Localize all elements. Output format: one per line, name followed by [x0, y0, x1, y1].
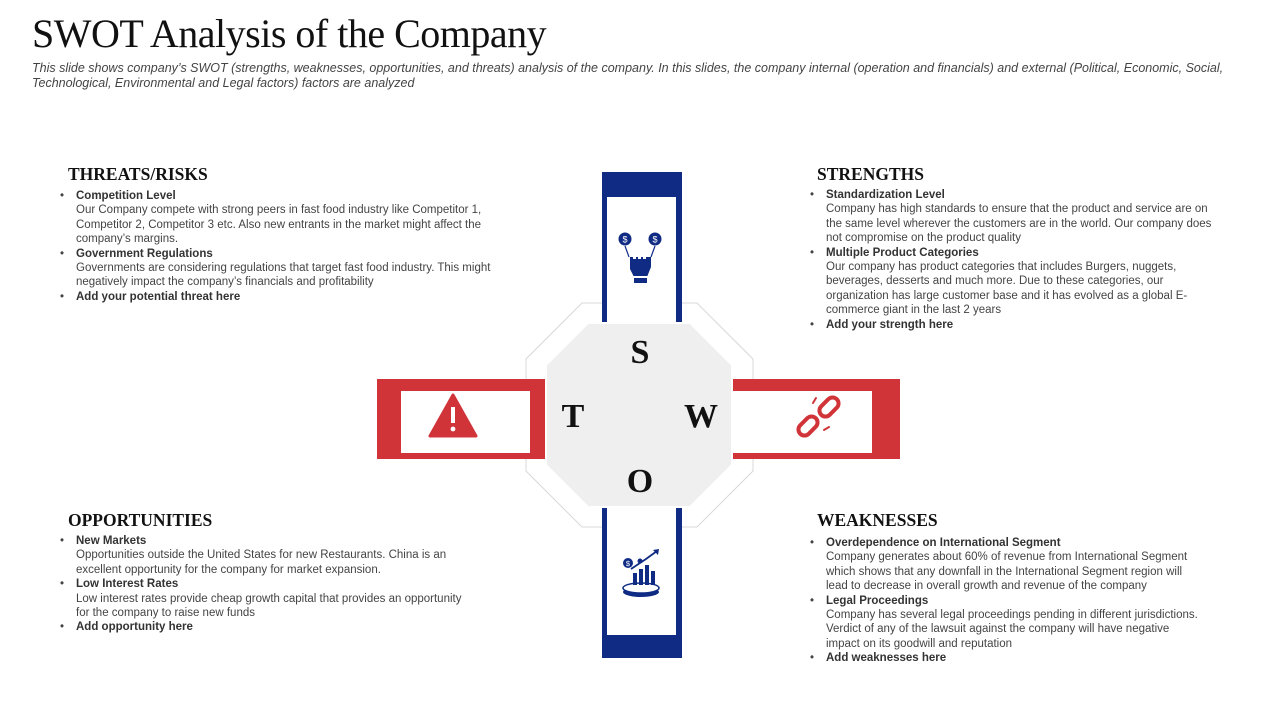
- page-title: SWOT Analysis of the Company: [32, 11, 547, 56]
- item-text: Governments are considering regulations that target fast food industry. This might negatively impact the company’s financials and profitability: [76, 262, 491, 289]
- item-head: Competition Level: [76, 190, 176, 202]
- svg-text:$: $: [622, 234, 628, 245]
- letter-o: O: [626, 463, 654, 500]
- right-panel: [728, 391, 872, 453]
- item-head: Legal Proceedings: [826, 594, 929, 607]
- item-head: Multiple Product Categories: [826, 246, 979, 259]
- item-head: Government Regulations: [76, 247, 213, 260]
- item-head: Add opportunity here: [76, 621, 193, 634]
- svg-text:$: $: [652, 234, 658, 245]
- letter-t: T: [561, 398, 585, 435]
- item-head: Add your strength here: [826, 318, 954, 331]
- item-head: Add weaknesses here: [826, 652, 947, 665]
- strengths-heading: STRENGTHS: [817, 164, 924, 184]
- item-head: Standardization Level: [826, 189, 945, 201]
- letter-w: W: [684, 398, 718, 435]
- letter-s: S: [630, 334, 650, 371]
- item-text: Company has several legal proceedings pending in different jurisdictions. Verdict of any of the lawsuit against the company will have negative impact on its goodwill and reputation: [826, 609, 1198, 650]
- svg-text:$: $: [625, 559, 631, 568]
- item-text: Our company has product categories that includes Burgers, nuggets, beverages, desserts and much more. Due to these categories, our organization has large customer base and it has evolved as a global E-commerce giant in the last 2 years: [826, 261, 1188, 317]
- swot-diagram: [370, 165, 910, 665]
- item-text: Low interest rates provide cheap growth capital that provides an opportunity for the company to raise new funds: [76, 592, 462, 620]
- opportunities-heading: OPPORTUNITIES: [68, 510, 213, 530]
- item-text: Company generates about 60% of revenue from International Segment which shows that any downfall in the International Segment region will lead to decrease in overall growth and revenue of the company: [826, 551, 1188, 593]
- item-head: New Markets: [76, 535, 147, 547]
- weaknesses-heading: WEAKNESSES: [817, 510, 938, 530]
- item-text: Opportunities outside the United States for new Restaurants. China is an excellent opportunity for the company for market expansion.: [76, 549, 447, 576]
- page-subtitle: This slide shows company’s SWOT (strengths, weaknesses, opportunities, and threats) analysis of the company. In this slides, the company internal (operation and financials) and external (Political, Economic, Social, Technological, Environmental and Legal factors) factors are analyzed: [32, 61, 1224, 90]
- threats-heading: THREATS/RISKS: [68, 164, 208, 184]
- item-text: Our Company compete with strong peers in fast food industry like Competitor 1, Competitor 2, Competitor 3 etc. Also new entrants in the market might affect the company’s margins.: [76, 204, 482, 246]
- item-head: Low Interest Rates: [76, 578, 179, 591]
- item-head: Overdependence on International Segment: [826, 537, 1061, 549]
- item-head: Add your potential threat here: [76, 290, 241, 303]
- item-text: Company has high standards to ensure that the product and service are on the same level wherever the customers are in the world. Our company does not compromise on the product quality: [826, 203, 1212, 245]
